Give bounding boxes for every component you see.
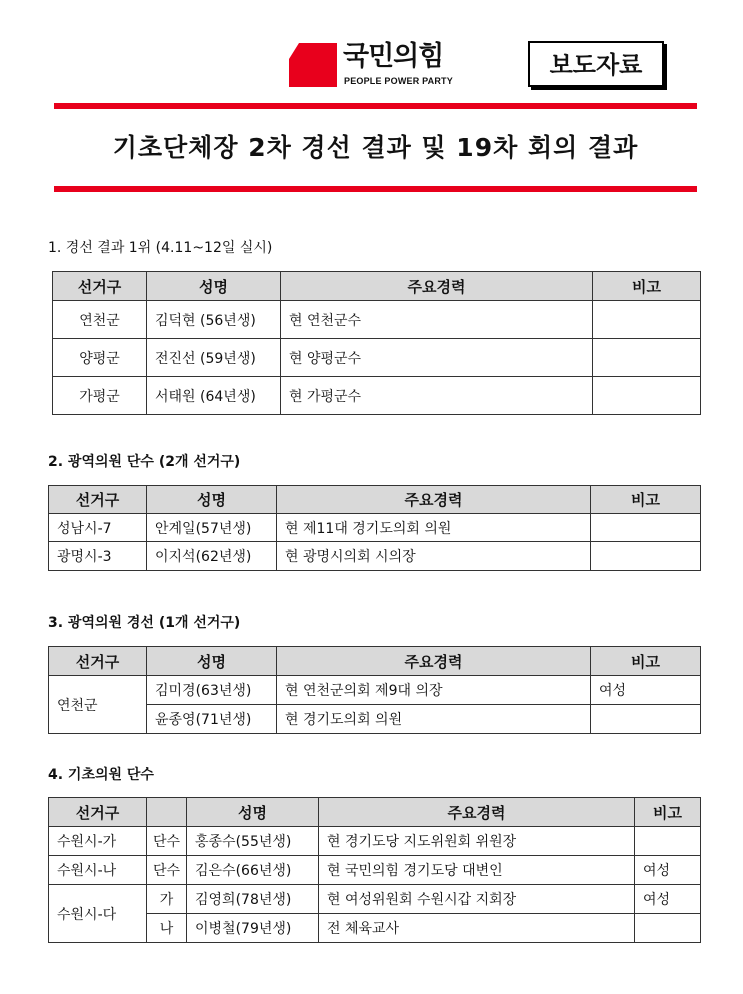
- table-row: [49, 827, 701, 856]
- type-cell: 나: [147, 914, 187, 943]
- district-cell: 수원시-나: [49, 856, 147, 885]
- note-cell: 여성: [635, 856, 701, 885]
- party-logo-icon: [289, 43, 337, 87]
- career-cell: 현 연천군수: [281, 301, 593, 339]
- table-row: [49, 542, 701, 571]
- col-career: 주요경력: [281, 272, 593, 301]
- section-1-heading: 1. 경선 결과 1위 (4.11~12일 실시): [48, 240, 273, 256]
- col-name: 성명: [147, 647, 277, 676]
- table-row: [53, 339, 701, 377]
- col-type: [147, 798, 187, 827]
- district-cell: 연천군: [49, 676, 147, 734]
- col-district: 선거구: [49, 647, 147, 676]
- district-cell: 성남시-7: [49, 514, 147, 542]
- table-header-row: [49, 798, 701, 827]
- col-name: 성명: [187, 798, 319, 827]
- note-cell: 여성: [591, 676, 701, 705]
- note-cell: [635, 827, 701, 856]
- col-name: 성명: [147, 486, 277, 514]
- district-cell: 수원시-다: [49, 885, 147, 943]
- col-career: 주요경력: [319, 798, 635, 827]
- col-district: 선거구: [49, 798, 147, 827]
- table-header-row: [53, 272, 701, 301]
- type-cell: 단수: [147, 856, 187, 885]
- col-district: 선거구: [49, 486, 147, 514]
- table-row: [53, 301, 701, 339]
- col-name: 성명: [147, 272, 281, 301]
- top-divider: [54, 103, 697, 109]
- table-row: [49, 856, 701, 885]
- district-cell: 수원시-가: [49, 827, 147, 856]
- career-cell: 현 경기도의회 의원: [277, 705, 591, 734]
- party-logo-subtext: PEOPLE POWER PARTY: [344, 76, 453, 86]
- party-logo-text: 국민의힘: [343, 41, 444, 72]
- district-cell: 광명시-3: [49, 542, 147, 571]
- table-header-row: [49, 647, 701, 676]
- section-4-table: [48, 797, 701, 943]
- name-cell: 김덕현 (56년생): [147, 301, 281, 339]
- page-title: 기초단체장 2차 경선 결과 및 19차 회의 결과: [112, 133, 639, 162]
- career-cell: 현 가평군수: [281, 377, 593, 415]
- career-cell: 현 경기도당 지도위원회 위원장: [319, 827, 635, 856]
- name-cell: 서태원 (64년생): [147, 377, 281, 415]
- col-career: 주요경력: [277, 486, 591, 514]
- table-row: [49, 514, 701, 542]
- col-note: 비고: [593, 272, 701, 301]
- section-1-table: [52, 271, 701, 415]
- name-cell: 김영희(78년생): [187, 885, 319, 914]
- career-cell: 현 광명시의회 시의장: [277, 542, 591, 571]
- name-cell: 이병철(79년생): [187, 914, 319, 943]
- table-header-row: [49, 486, 701, 514]
- type-cell: 단수: [147, 827, 187, 856]
- district-cell: 가평군: [53, 377, 147, 415]
- district-cell: 양평군: [53, 339, 147, 377]
- bottom-divider: [54, 186, 697, 192]
- note-cell: [635, 914, 701, 943]
- note-cell: [593, 301, 701, 339]
- table-row: [49, 676, 701, 705]
- name-cell: 윤종영(71년생): [147, 705, 277, 734]
- name-cell: 홍종수(55년생): [187, 827, 319, 856]
- note-cell: [591, 542, 701, 571]
- press-release-badge: 보도자료: [528, 41, 664, 87]
- name-cell: 이지석(62년생): [147, 542, 277, 571]
- type-cell: 가: [147, 885, 187, 914]
- table-row: [49, 914, 701, 943]
- name-cell: 김은수(66년생): [187, 856, 319, 885]
- note-cell: [593, 377, 701, 415]
- district-cell: 연천군: [53, 301, 147, 339]
- note-cell: [593, 339, 701, 377]
- section-2-table: [48, 485, 701, 571]
- col-district: 선거구: [53, 272, 147, 301]
- table-row: [53, 377, 701, 415]
- note-cell: [591, 514, 701, 542]
- section-3-heading: 3. 광역의원 경선 (1개 선거구): [48, 615, 241, 631]
- name-cell: 안계일(57년생): [147, 514, 277, 542]
- note-cell: [591, 705, 701, 734]
- note-cell: 여성: [635, 885, 701, 914]
- section-3-table: [48, 646, 701, 734]
- col-note: 비고: [591, 486, 701, 514]
- career-cell: 전 체육교사: [319, 914, 635, 943]
- career-cell: 현 제11대 경기도의회 의원: [277, 514, 591, 542]
- table-row: [49, 885, 701, 914]
- col-note: 비고: [591, 647, 701, 676]
- career-cell: 현 국민의힘 경기도당 대변인: [319, 856, 635, 885]
- career-cell: 현 양평군수: [281, 339, 593, 377]
- section-4-heading: 4. 기초의원 단수: [48, 767, 154, 783]
- section-2-heading: 2. 광역의원 단수 (2개 선거구): [48, 454, 241, 470]
- col-career: 주요경력: [277, 647, 591, 676]
- table-row: [49, 705, 701, 734]
- career-cell: 현 연천군의회 제9대 의장: [277, 676, 591, 705]
- col-note: 비고: [635, 798, 701, 827]
- career-cell: 현 여성위원회 수원시갑 지회장: [319, 885, 635, 914]
- name-cell: 김미경(63년생): [147, 676, 277, 705]
- name-cell: 전진선 (59년생): [147, 339, 281, 377]
